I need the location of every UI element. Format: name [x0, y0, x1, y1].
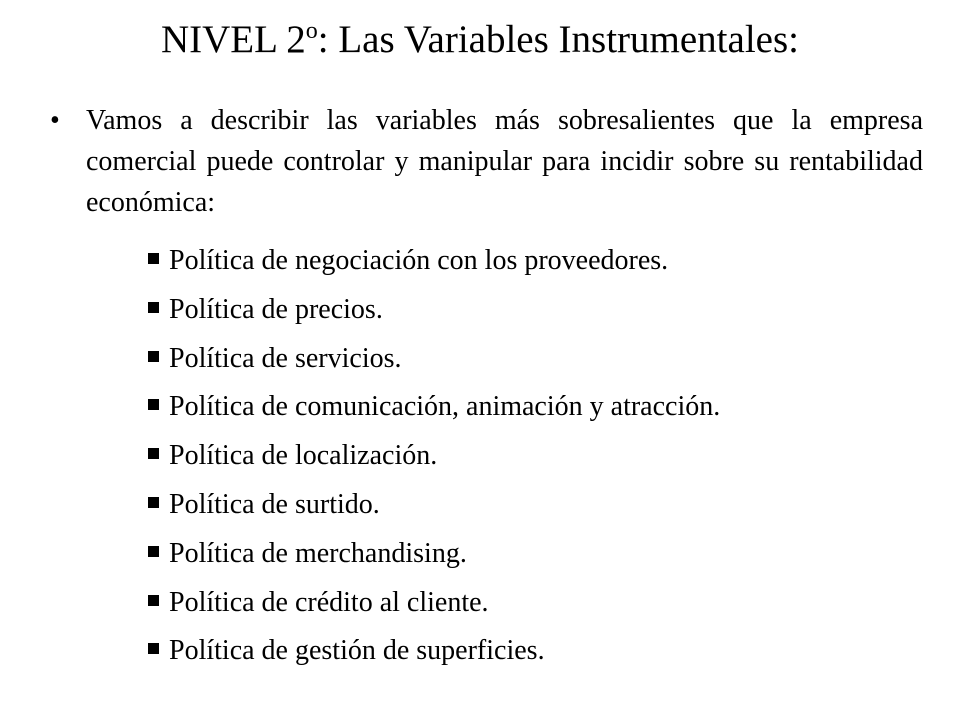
- list-item: [148, 387, 720, 436]
- square-bullet-icon: [148, 253, 159, 264]
- slide-title: [0, 14, 960, 66]
- list-item: [148, 534, 720, 583]
- list-item: [148, 631, 720, 680]
- title-superscript: o: [305, 18, 318, 44]
- list-item-text: Política de crédito al cliente.: [169, 586, 489, 618]
- list-item-text: Política de precios.: [169, 293, 383, 325]
- bullet-dot-icon: •: [50, 105, 60, 136]
- list-item: [148, 290, 720, 339]
- square-bullet-icon: [148, 643, 159, 654]
- list-item-text: Política de surtido.: [169, 488, 380, 520]
- list-item-text: Política de gestión de superficies.: [169, 635, 545, 667]
- list-item-text: Política de negociación con los proveedores.: [169, 245, 669, 276]
- list-item-text: Política de comunicación, animación y atracción.: [169, 391, 721, 423]
- list-item: [148, 339, 720, 388]
- policy-list: [148, 241, 720, 680]
- square-bullet-icon: [148, 302, 159, 313]
- square-bullet-icon: [148, 595, 159, 606]
- square-bullet-icon: [148, 448, 159, 459]
- list-item: [148, 436, 720, 485]
- list-item: [148, 583, 720, 632]
- square-bullet-icon: [148, 399, 159, 410]
- intro-paragraph: Vamos a describir las variables más sobresalientes que la empresa comercial puede controlar y manipular para incidir sobre su rentabilidad económica:: [86, 105, 923, 218]
- square-bullet-icon: [148, 351, 159, 362]
- square-bullet-icon: [148, 546, 159, 557]
- title-rest: : Las Variables Instrumentales:: [317, 18, 799, 61]
- square-bullet-icon: [148, 497, 159, 508]
- list-item: [148, 485, 720, 534]
- list-item: [148, 241, 720, 290]
- list-item-text: Política de merchandising.: [169, 537, 467, 569]
- list-item-text: Política de localización.: [169, 440, 438, 472]
- title-main: NIVEL 2: [160, 18, 306, 61]
- list-item-text: Política de servicios.: [169, 342, 402, 374]
